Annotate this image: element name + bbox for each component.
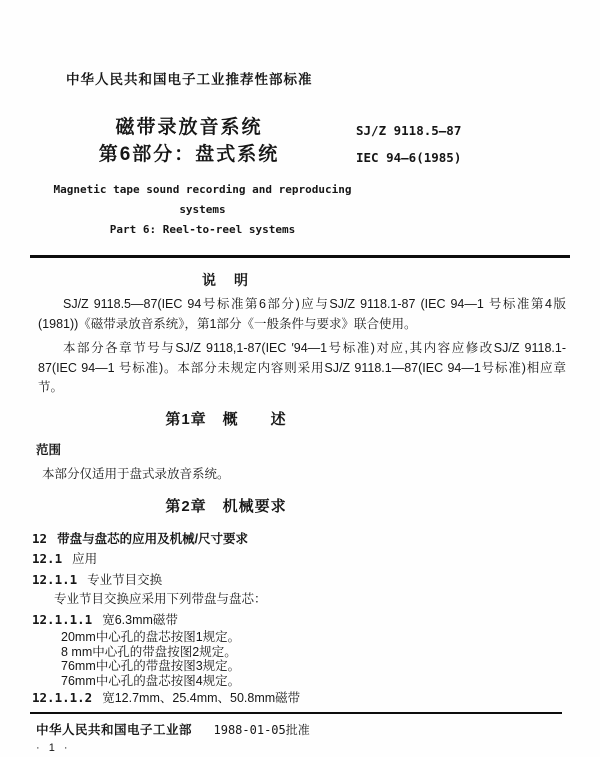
chapter2-heading: 第2章 机械要求 xyxy=(165,497,287,515)
clause-text: 宽6.3mm磁带 xyxy=(102,612,178,627)
title-en-line2: Part 6: Reel-to-reel systems xyxy=(109,223,296,236)
figure-ref-line-1 xyxy=(30,630,570,645)
clause-text: 应用 xyxy=(72,552,98,566)
clause-text: 76mm中心孔的带盘按图3规定。 xyxy=(61,659,241,674)
page-number: · 1 · xyxy=(36,741,71,754)
issuing-body: 中华人民共和国电子工业部 xyxy=(36,722,193,737)
header-divider-rule xyxy=(30,255,570,258)
title-en-line1: Magnetic tape sound recording and reproducing systems xyxy=(53,183,352,216)
clause-text: 宽12.7mm、25.4mm、50.8mm磁带 xyxy=(102,691,301,706)
clause-number: 12.1.1.2 xyxy=(32,690,93,706)
clause-number: 12 xyxy=(32,530,48,546)
standard-number-iec: IEC 94—6(1985) xyxy=(356,150,462,165)
title-block xyxy=(30,114,570,171)
clause-12-1-1-1 xyxy=(30,610,570,631)
clause-text: 8 mm中心孔的带盘按图2规定。 xyxy=(61,644,237,659)
approval-date: 1988-01-05批准 xyxy=(213,722,310,737)
clause-12-1-1-2 xyxy=(30,688,570,709)
figure-ref-line-4 xyxy=(30,674,570,689)
title-english xyxy=(30,180,375,240)
clause-12-1-1 xyxy=(30,570,570,591)
footer xyxy=(30,720,570,738)
clause-number: 12.1 xyxy=(32,551,63,566)
chapter1-heading: 第1章 概 述 xyxy=(165,410,287,428)
clause-number: 12.1.1.1 xyxy=(32,611,93,627)
footer-divider-rule xyxy=(30,712,562,714)
notes-heading: 说 明 xyxy=(202,272,250,288)
clause-12-1 xyxy=(30,549,570,570)
scope-label: 范围 xyxy=(36,442,62,457)
clause-body-line xyxy=(30,590,570,610)
clause-text: 带盘与盘芯的应用及机械/尺寸要求 xyxy=(57,531,249,546)
notes-paragraph-2: 本部分各章节号与SJ/Z 9118,1-87(IEC ′94—1号标准)对应,其内容应修改SJ/Z 9118.1-87(IEC 94—1 号标准)。本部分未规定内容则采用SJ/Z 9118.1—87(IEC 94—1号标准)相应章节。 xyxy=(38,341,566,394)
scope-text: 本部分仅适用于盘式录放音系统。 xyxy=(42,466,230,481)
title-cn-line2: 第6部分：盘式系统 xyxy=(98,144,280,165)
clause-text: 76mm中心孔的盘芯按图4规定。 xyxy=(61,673,241,688)
clause-list xyxy=(30,529,570,709)
clause-number: 12.1.1 xyxy=(32,571,78,587)
standard-class-label: 中华人民共和国电子工业推荐性部标准 xyxy=(66,72,313,87)
figure-ref-line-2 xyxy=(30,645,570,660)
clause-12 xyxy=(30,529,570,550)
clause-text: 专业节目交换 xyxy=(87,572,163,587)
clause-text: 专业节目交换应采用下列带盘与盘芯： xyxy=(54,592,267,606)
title-chinese xyxy=(58,114,320,171)
title-cn-line1: 磁带录放音系统 xyxy=(115,117,263,138)
standard-numbers xyxy=(356,114,461,171)
notes-paragraph-1: SJ/Z 9118.5—87(IEC 94号标准第6部分)应与SJ/Z 9118.1-87 (IEC 94—1 号标准第4版(1981))《磁带录放音系统》，第1部分《一般条件与要求》联合使用。 xyxy=(38,297,566,331)
figure-ref-line-3 xyxy=(30,659,570,674)
standard-number-sjz: SJ/Z 9118.5—87 xyxy=(356,123,462,138)
clause-text: 20mm中心孔的盘芯按图1规定。 xyxy=(61,630,241,644)
